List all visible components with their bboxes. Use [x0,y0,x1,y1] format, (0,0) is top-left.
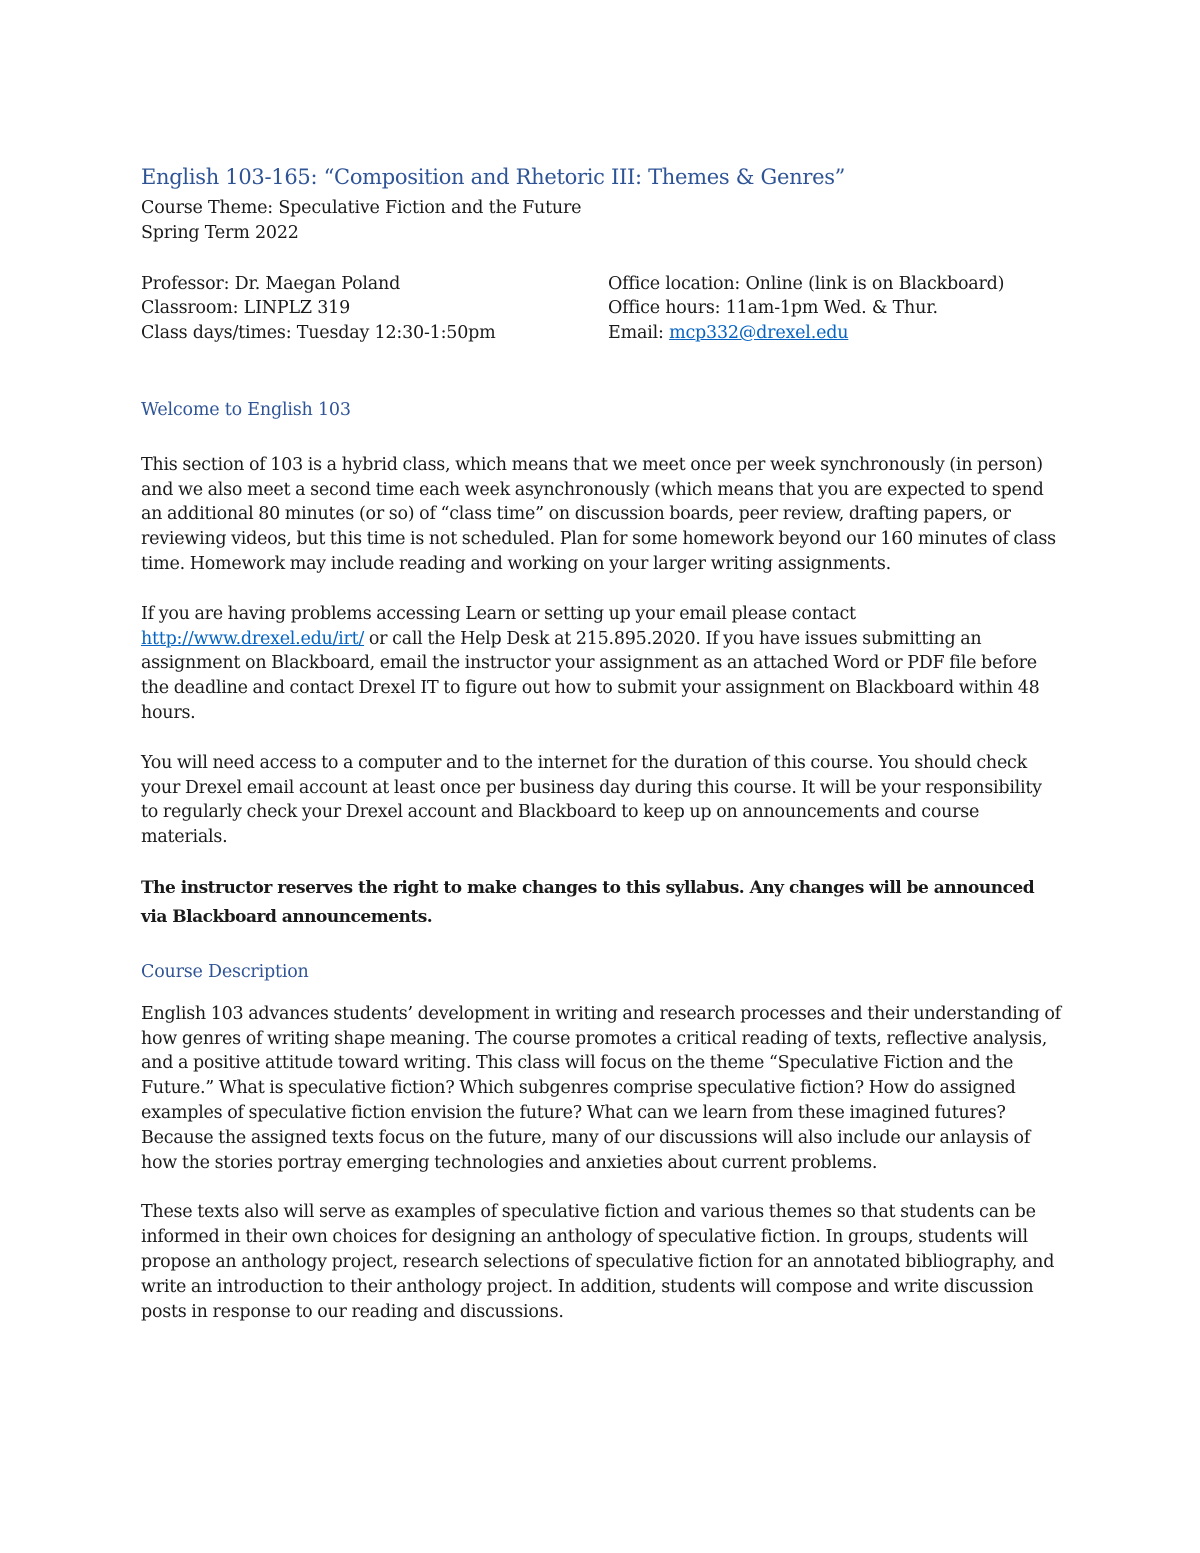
office-hours-line: Office hours: 11am-1pm Wed. & Thur. [608,298,938,319]
email-link[interactable]: mcp332@drexel.edu [669,323,849,344]
email-line [608,321,1061,346]
welcome-heading: Welcome to English 103 [141,399,351,420]
paragraph-2-text-after: or call the Help Desk at 215.895.2020. If you have issues submitting an assignment on Blackboard, email the instructor your assignment as an attached Word or PDF file before the deadline and contact Drexel IT to figure out how to submit your assignment on Blackboard within 48 hours. [141,628,1040,723]
syllabus-notice: The instructor reserves the right to make changes to this syllabus. Any changes will be announced via Blackboard announcements. [141,877,1035,927]
classroom-line: Classroom: LINPLZ 319 [141,298,351,319]
class-times-line: Class days/times: Tuesday 12:30-1:50pm [141,323,496,344]
course-title: English 103-165: “Composition and Rhetoric III: Themes & Genres” [141,165,846,189]
paragraph-2-text-before: If you are having problems accessing Learn or setting up your email please contact [141,603,856,624]
description-paragraph-2: These texts also will serve as examples of speculative fiction and various themes so that students can be informed in their own choices for designing an anthology of speculative fiction. In groups, students will propose an anthology project, research selections of speculative fiction for an annotated bibliography, and write an introduction to their anthology project. In addition, students will compose and write discussion posts in response to our reading and discussions. [141,1202,1055,1322]
course-term: Spring Term 2022 [141,222,299,243]
course-description-heading: Course Description [141,961,309,982]
office-location-line: Office location: Online (link is on Blackboard) [608,273,1005,294]
document-body [141,162,1061,1324]
welcome-paragraph-3: You will need access to a computer and to the internet for the duration of this course. You should check your Drexel email account at least once per business day during this course. It will be your responsibility to regularly check your Drexel account and Blackboard to keep up on announcements and course materials. [141,752,1042,848]
welcome-paragraph-1: This section of 103 is a hybrid class, which means that we meet once per week synchronously (in person) and we also meet a second time each week asynchronously (which means that you are expected to spend an additional 80 minutes (or so) of “class time” on discussion boards, peer review, drafting papers, or reviewing videos, but this time is not scheduled. Plan for some homework beyond our 160 minutes of class time. Homework may include reading and working on your larger writing assignments. [141,454,1056,574]
course-theme: Course Theme: Speculative Fiction and the Future [141,198,582,218]
description-paragraph-1: English 103 advances students’ development in writing and research processes and their understanding of how genres of writing shape meaning. The course promotes a critical reading of texts, reflective analysis, and a positive attitude toward writing. This class will focus on the theme “Speculative Fiction and the Future.” What is speculative fiction? Which subgenres comprise speculative fiction? How do assigned examples of speculative fiction envision the future? What can we learn from these imagined futures? Because the assigned texts focus on the future, many of our discussions will also include our anlaysis of how the stories portray emerging technologies and anxieties about current problems. [141,1003,1061,1173]
professor-line: Professor: Dr. Maegan Poland [141,273,401,294]
email-label: Email: [608,323,670,344]
irt-link[interactable]: http://www.drexel.edu/irt/ [141,628,365,649]
welcome-paragraph-2 [141,602,1061,726]
course-info [141,272,1061,346]
